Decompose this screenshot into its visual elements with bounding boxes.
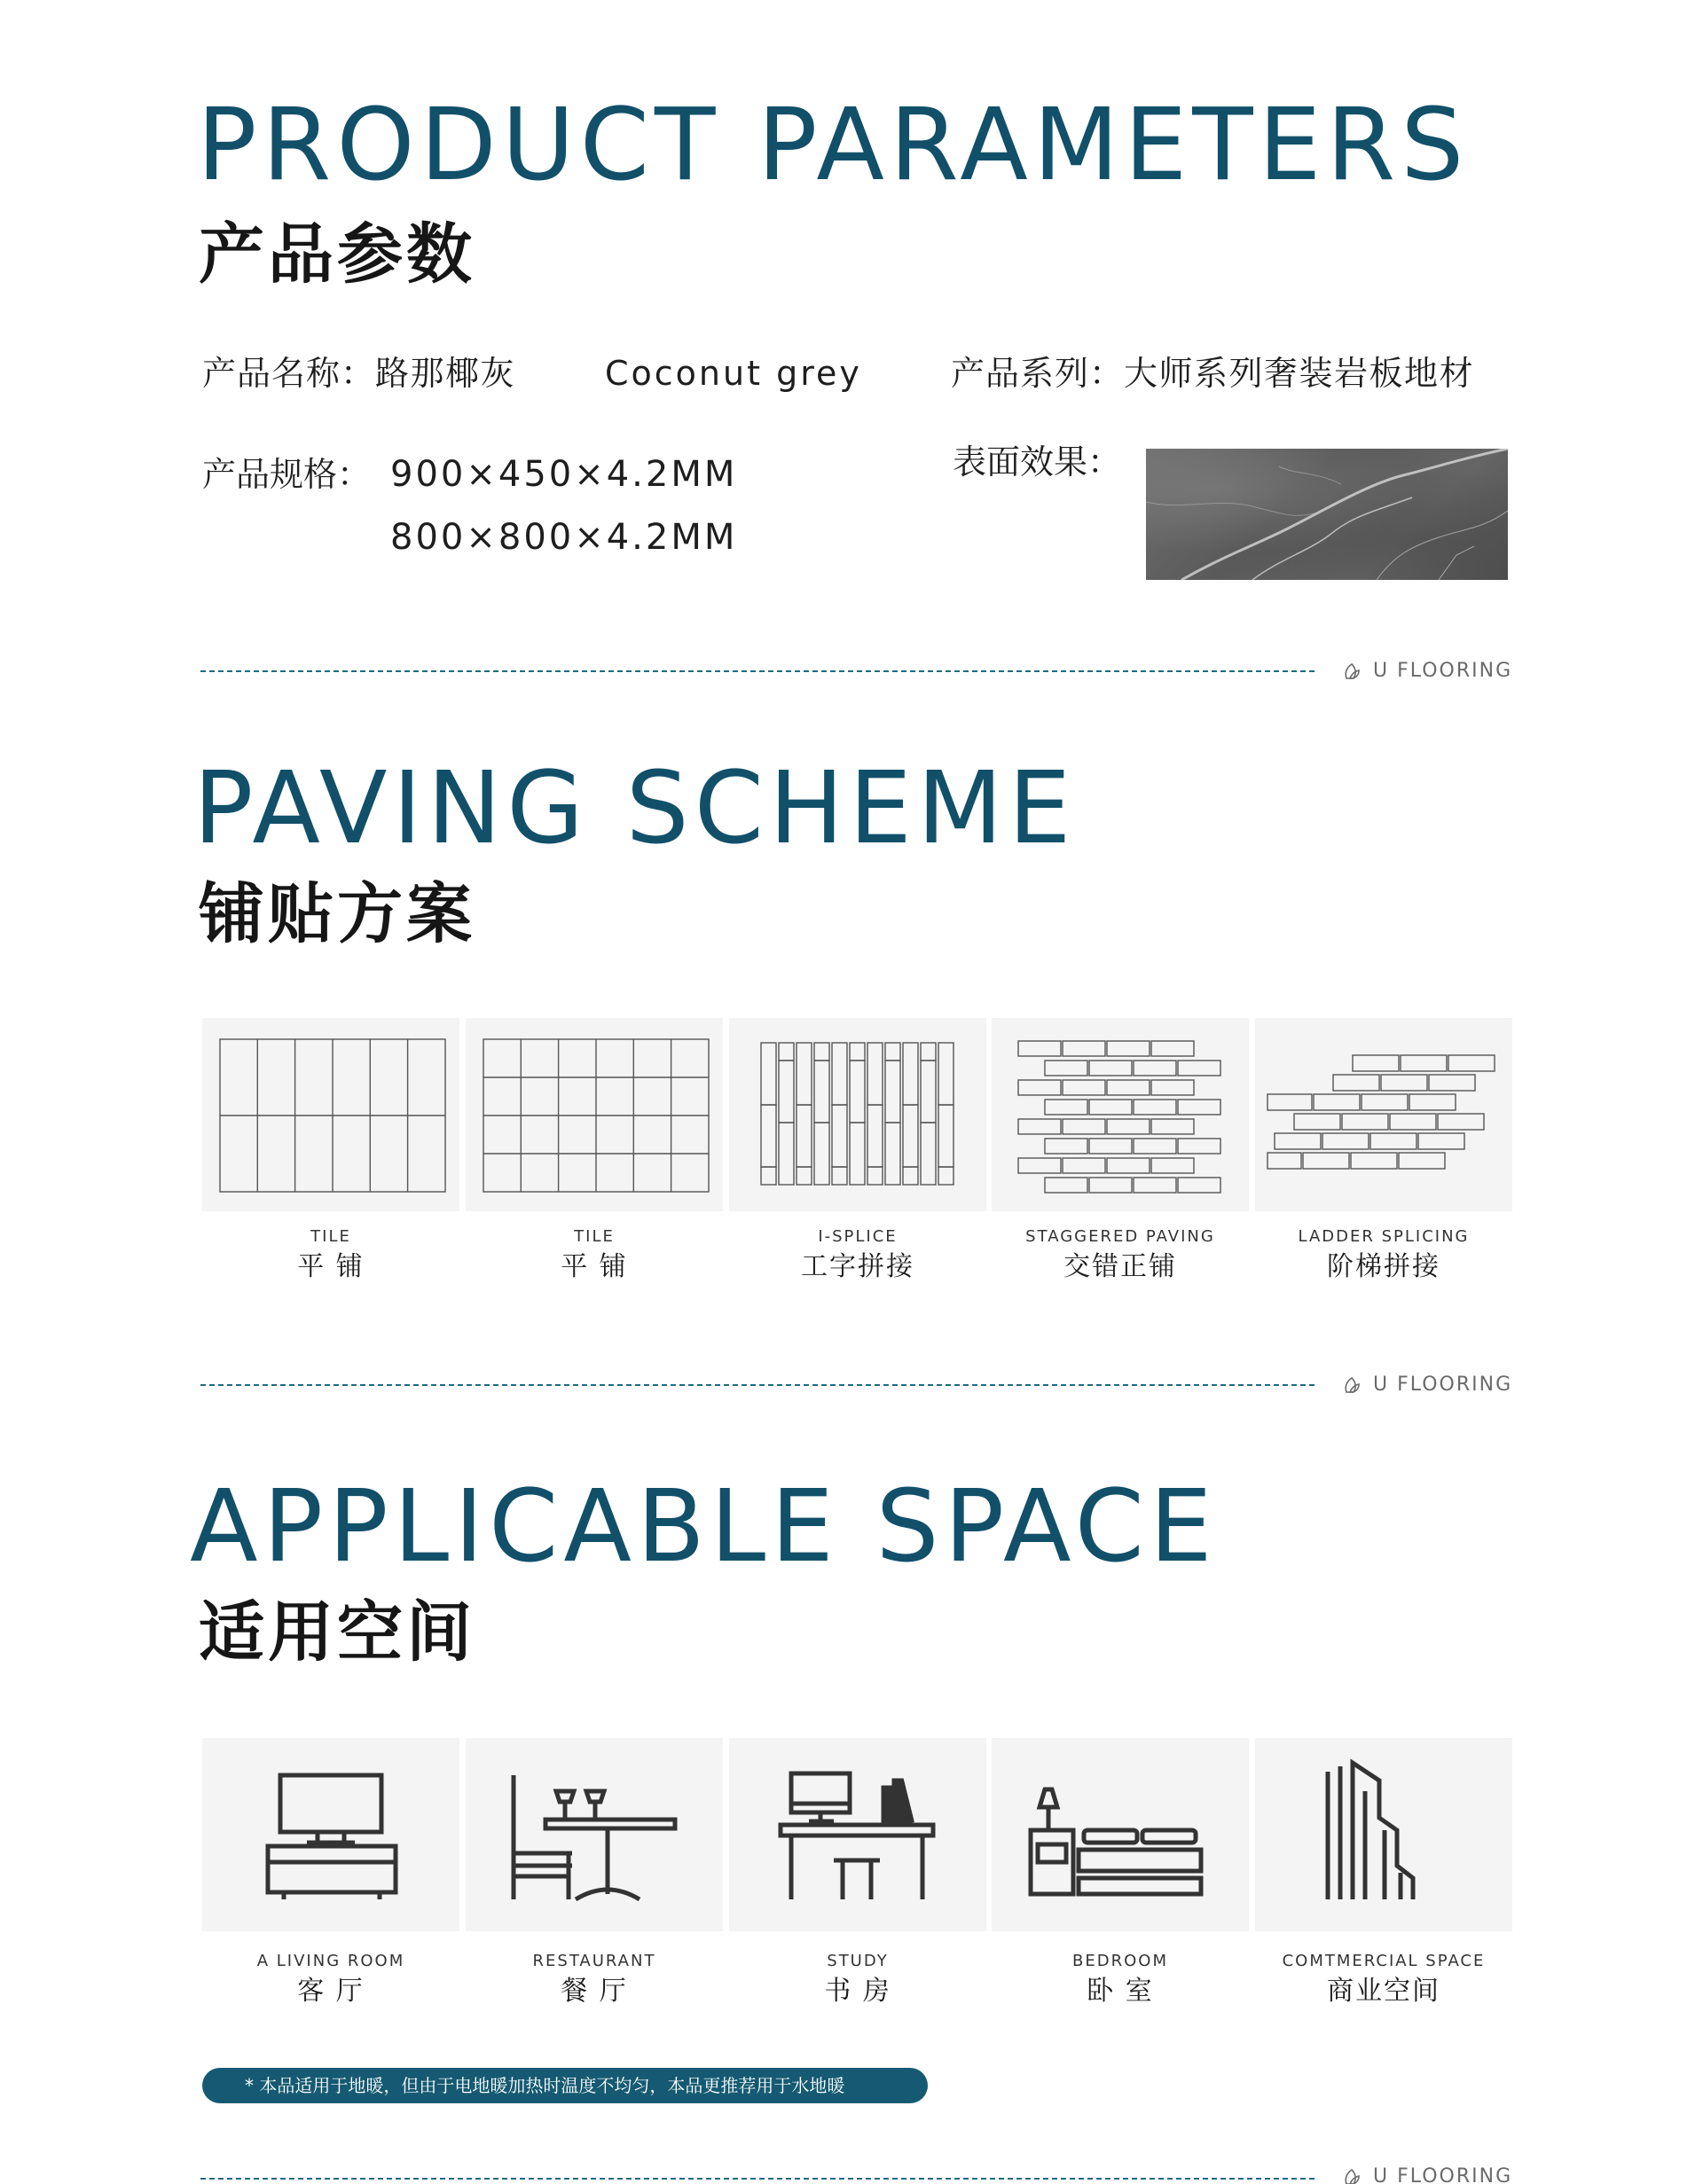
paving-caption-en: I-SPLICE: [818, 1227, 898, 1246]
space-caption-en: A LIVING ROOM: [256, 1952, 405, 1970]
brand-mark: [1341, 661, 1512, 682]
space-caption-cn: 餐 厅: [561, 1976, 628, 2007]
brand-mark: [1341, 1374, 1512, 1396]
paving-caption: [729, 1229, 986, 1280]
space-caption-cn: 客 厅: [297, 1976, 365, 2007]
space-caption-cn: 卧 室: [1087, 1976, 1154, 2007]
ladder-pattern-icon: [1255, 1018, 1512, 1211]
paving-caption-cn: 平 铺: [561, 1251, 628, 1282]
bed-icon: [992, 1738, 1249, 1931]
space-card-study: [729, 1738, 986, 1931]
product-spec-value: 800×800×4.2MM: [390, 517, 738, 558]
section-title-cn: 适用空间: [199, 1594, 475, 1671]
floor-heating-note: * 本品适用于地暖，但由于电地暖加热时温度不均匀，本品更推荐用于水地暖: [202, 2068, 928, 2103]
paving-caption-cn: 阶梯拼接: [1327, 1251, 1440, 1282]
space-caption: [466, 1953, 723, 2005]
desk-computer-icon: [729, 1738, 986, 1931]
paving-card-tile-large: [202, 1018, 459, 1211]
paving-caption-en: TILE: [574, 1227, 615, 1246]
space-caption-en: BEDROOM: [1072, 1952, 1168, 1970]
space-card-bedroom: [992, 1738, 1249, 1931]
brand-mark: [1341, 2166, 1512, 2184]
section-title-en: PRODUCT PARAMETERS: [197, 88, 1470, 203]
space-caption-en: STUDY: [827, 1952, 889, 1970]
space-caption-cn: 商业空间: [1327, 1976, 1440, 2007]
paving-card-tile-grid: [466, 1018, 723, 1211]
space-caption-cn: 书 房: [824, 1976, 891, 2007]
paving-card-ladder: [1255, 1018, 1512, 1211]
paving-caption-cn: 平 铺: [297, 1251, 365, 1282]
staggered-pattern-icon: [992, 1018, 1249, 1211]
space-caption-en: RESTAURANT: [532, 1952, 656, 1970]
tile-large-pattern-icon: [202, 1018, 459, 1211]
space-caption: [202, 1953, 459, 2005]
product-name-row: [202, 354, 516, 393]
product-spec-label: 产品规格：: [202, 455, 372, 494]
marble-surface-swatch: [1146, 449, 1508, 580]
product-name-value: 路那椰灰: [375, 354, 516, 393]
section-title-cn: 铺贴方案: [199, 876, 475, 952]
space-caption: [729, 1953, 986, 2005]
section-title-cn: 产品参数: [199, 216, 475, 293]
paving-caption-en: TILE: [310, 1227, 351, 1246]
section-divider: [200, 1384, 1315, 1386]
paving-caption-cn: 交错正铺: [1063, 1251, 1177, 1282]
product-series-value: 大师系列奢装岩板地材: [1124, 354, 1475, 393]
space-card-living-room: [202, 1738, 459, 1931]
brand-label: U FLOORING: [1373, 2165, 1513, 2184]
product-series-row: [951, 354, 1475, 393]
space-caption: [1255, 1953, 1512, 2005]
brand-label: U FLOORING: [1373, 660, 1513, 682]
leaf-logo-icon: [1341, 1374, 1362, 1396]
section-title-en: APPLICABLE SPACE: [190, 1469, 1218, 1585]
leaf-logo-icon: [1341, 2166, 1362, 2184]
marble-veins: [1146, 449, 1508, 580]
product-series-label: 产品系列：: [951, 354, 1125, 393]
section-divider: [200, 2178, 1315, 2180]
paving-caption-en: LADDER SPLICING: [1298, 1227, 1470, 1246]
surface-effect-label: 表面效果：: [953, 442, 1122, 481]
paving-card-i-splice: [729, 1018, 986, 1211]
tv-cabinet-icon: [202, 1738, 459, 1931]
buildings-icon: [1255, 1738, 1512, 1931]
brand-label: U FLOORING: [1373, 1374, 1513, 1396]
leaf-logo-icon: [1341, 661, 1362, 682]
paving-caption: [466, 1229, 723, 1280]
i-splice-pattern-icon: [729, 1018, 986, 1211]
paving-caption: [1255, 1229, 1512, 1280]
paving-caption-cn: 工字拼接: [801, 1251, 914, 1282]
section-title-en: PAVING SCHEME: [193, 751, 1077, 866]
space-card-commercial: [1255, 1738, 1512, 1931]
paving-caption-en: STAGGERED PAVING: [1025, 1227, 1215, 1246]
paving-card-staggered: [992, 1018, 1249, 1211]
tile-grid-pattern-icon: [466, 1018, 723, 1211]
paving-caption: [202, 1229, 459, 1280]
space-card-restaurant: [466, 1738, 723, 1931]
paving-caption: [992, 1229, 1249, 1280]
section-divider: [200, 670, 1315, 672]
dining-table-icon: [466, 1738, 723, 1931]
space-caption-en: COMTMERCIAL SPACE: [1282, 1952, 1486, 1970]
product-spec-value: 900×450×4.2MM: [390, 454, 738, 495]
space-caption: [992, 1953, 1249, 2005]
product-name-label: 产品名称：: [202, 354, 376, 393]
product-name-en: Coconut grey: [605, 354, 862, 393]
